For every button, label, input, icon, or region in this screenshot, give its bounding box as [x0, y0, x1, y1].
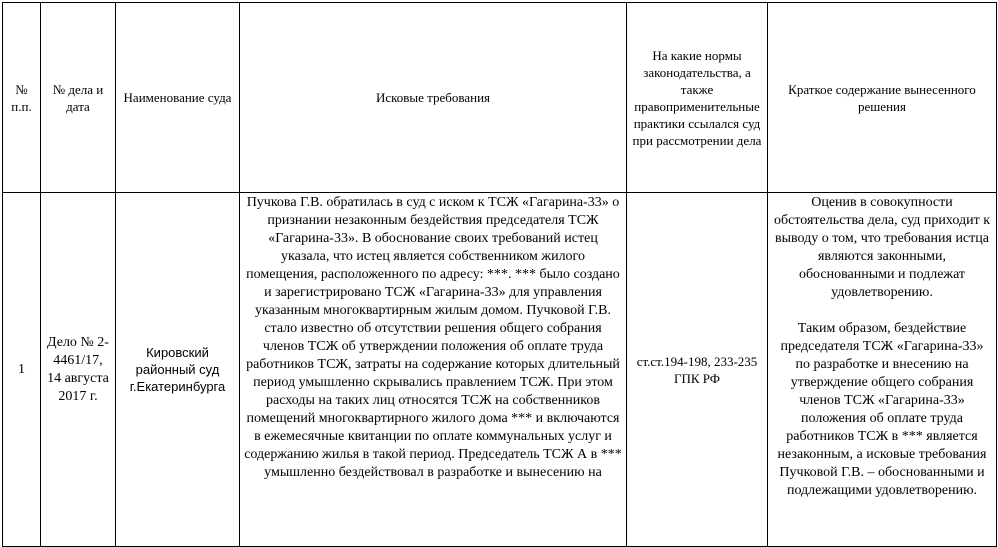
header-court: Наименование суда [116, 3, 240, 193]
row-decision [768, 193, 997, 547]
court-cases-table [2, 2, 997, 547]
row-court: Кировский районный суд г.Екатеринбурга [116, 193, 240, 547]
header-num: № п.п. [3, 3, 41, 193]
header-claims: Исковые требования [240, 3, 627, 193]
header-norms: На какие нормы законодательства, а также правоприменительные практики ссылался суд при рассмотрении дела [627, 3, 768, 193]
row-norms: ст.ст.194-198, 233-235 ГПК РФ [627, 193, 768, 547]
table-row [3, 193, 997, 547]
row-case: Дело № 2-4461/17, 14 августа 2017 г. [41, 193, 116, 547]
header-row [3, 3, 997, 193]
row-num: 1 [3, 193, 41, 547]
header-case: № дела и дата [41, 3, 116, 193]
header-decision: Краткое содержание вынесенного решения [768, 3, 997, 193]
decision-paragraph-1: Оценив в совокупности обстоятельства дела, суд приходит к выводу о том, что требования истца являются законными, обоснованными и подлежат удовлетворению. [773, 195, 990, 300]
decision-paragraph-2: Таким образом, бездействие председателя ТСЖ «Гагарина-33» по разработке и внесению на утверждение общего собрания членов ТСЖ «Гагарина-33» положения об оплате труда работников ТСЖ в *** является незаконным, а исковые требования Пучковой Г.В. – обоснованными и подлежащими удовлетворению. [777, 321, 987, 498]
row-claims: Пучкова Г.В. обратилась в суд с иском к ТСЖ «Гагарина-33» о признании незаконным бездействия председателя ТСЖ «Гагарина-33». В обоснование своих требований истец указала, что истец является собственником жилого помещения, расположенного по адресу: ***. *** было создано и зарегистрировано ТСЖ «Гагарина-33» для управления указанным многоквартирным жилым домом. Пучковой Г.В. стало известно об отсутствии решения общего собрания членов ТСЖ об утверждении положения об оплате труда работников ТСЖ, затраты на содержание которых длительный период умышленно скрывались правлением ТСЖ. При этом расходы на таких лиц относятся ТСЖ на собственников помещений многоквартирного жилого дома *** и включаются в ежемесячные квитанции по оплате коммунальных услуг и содержанию жилья в такой период. Председатель ТСЖ А в *** умышленно бездействовал в разработке и вынесению на [240, 193, 627, 547]
